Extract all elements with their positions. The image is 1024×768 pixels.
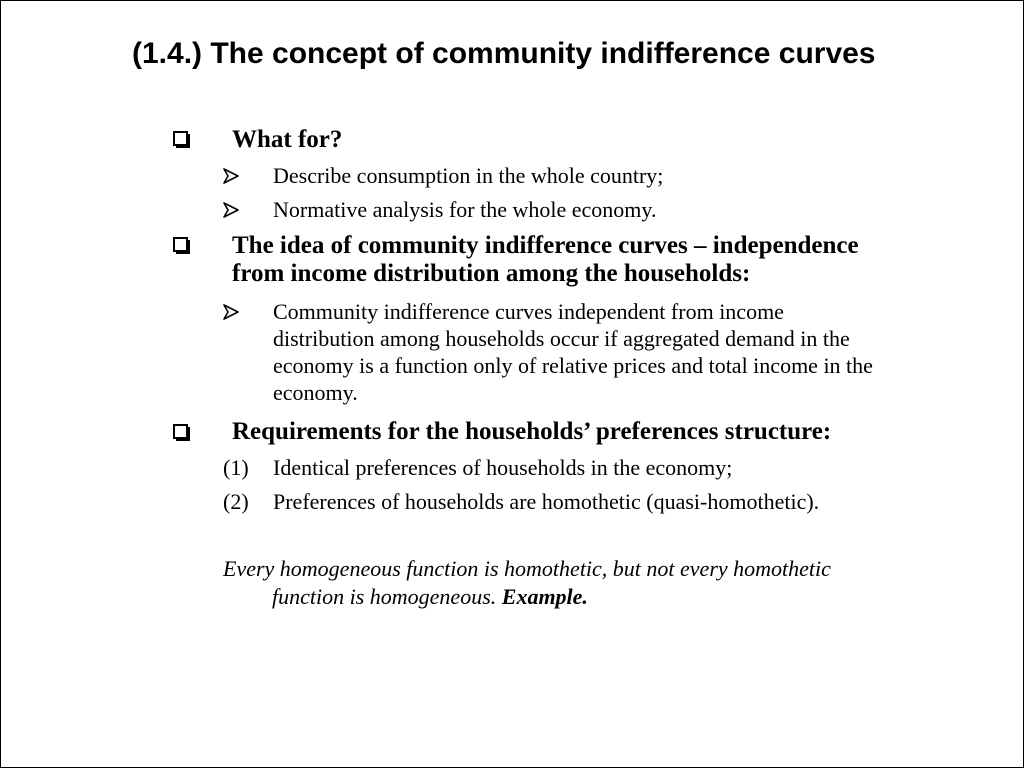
numbered-item: Preferences of households are homothetic (quasi-homothetic). [273,489,820,514]
list-item-line-4: economy. [273,380,358,405]
arrowhead-bullet-icon [223,168,239,184]
note-line-1: Every homogeneous function is homothetic, but not every homothetic [223,556,831,581]
list-item: Describe consumption in the whole country; [273,163,664,188]
arrowhead-bullet-icon [223,304,239,320]
list-item-line-3: economy is a function only of relative prices and total income in the [273,353,873,378]
list-item: Normative analysis for the whole economy. [273,197,657,222]
arrowhead-bullet-icon [223,202,239,218]
homothetic-note [223,555,983,611]
note-line-2-text: function is homogeneous. [272,584,497,609]
section-heading-requirements: Requirements for the households’ preferences structure: [232,418,832,445]
note-emphasis: Example. [501,584,588,609]
section-heading-idea-line-2: from income distribution among the households: [232,260,751,287]
list-number: (1) [223,455,249,480]
slide-title: (1.4.) The concept of community indifference curves [132,37,876,70]
list-number: (2) [223,489,249,514]
list-item-line-2: distribution among households occur if aggregated demand in the [273,326,850,351]
list-item-line-1: Community indifference curves independent from income [273,299,784,324]
hollow-square-bullet-icon [173,237,191,255]
hollow-square-bullet-icon [173,131,191,149]
numbered-item: Identical preferences of households in the economy; [273,455,733,480]
section-heading-what-for: What for? [232,126,343,153]
note-line-2 [223,583,983,611]
hollow-square-bullet-icon [173,424,191,442]
section-heading-idea-line-1: The idea of community indifference curves – independence [232,232,859,259]
